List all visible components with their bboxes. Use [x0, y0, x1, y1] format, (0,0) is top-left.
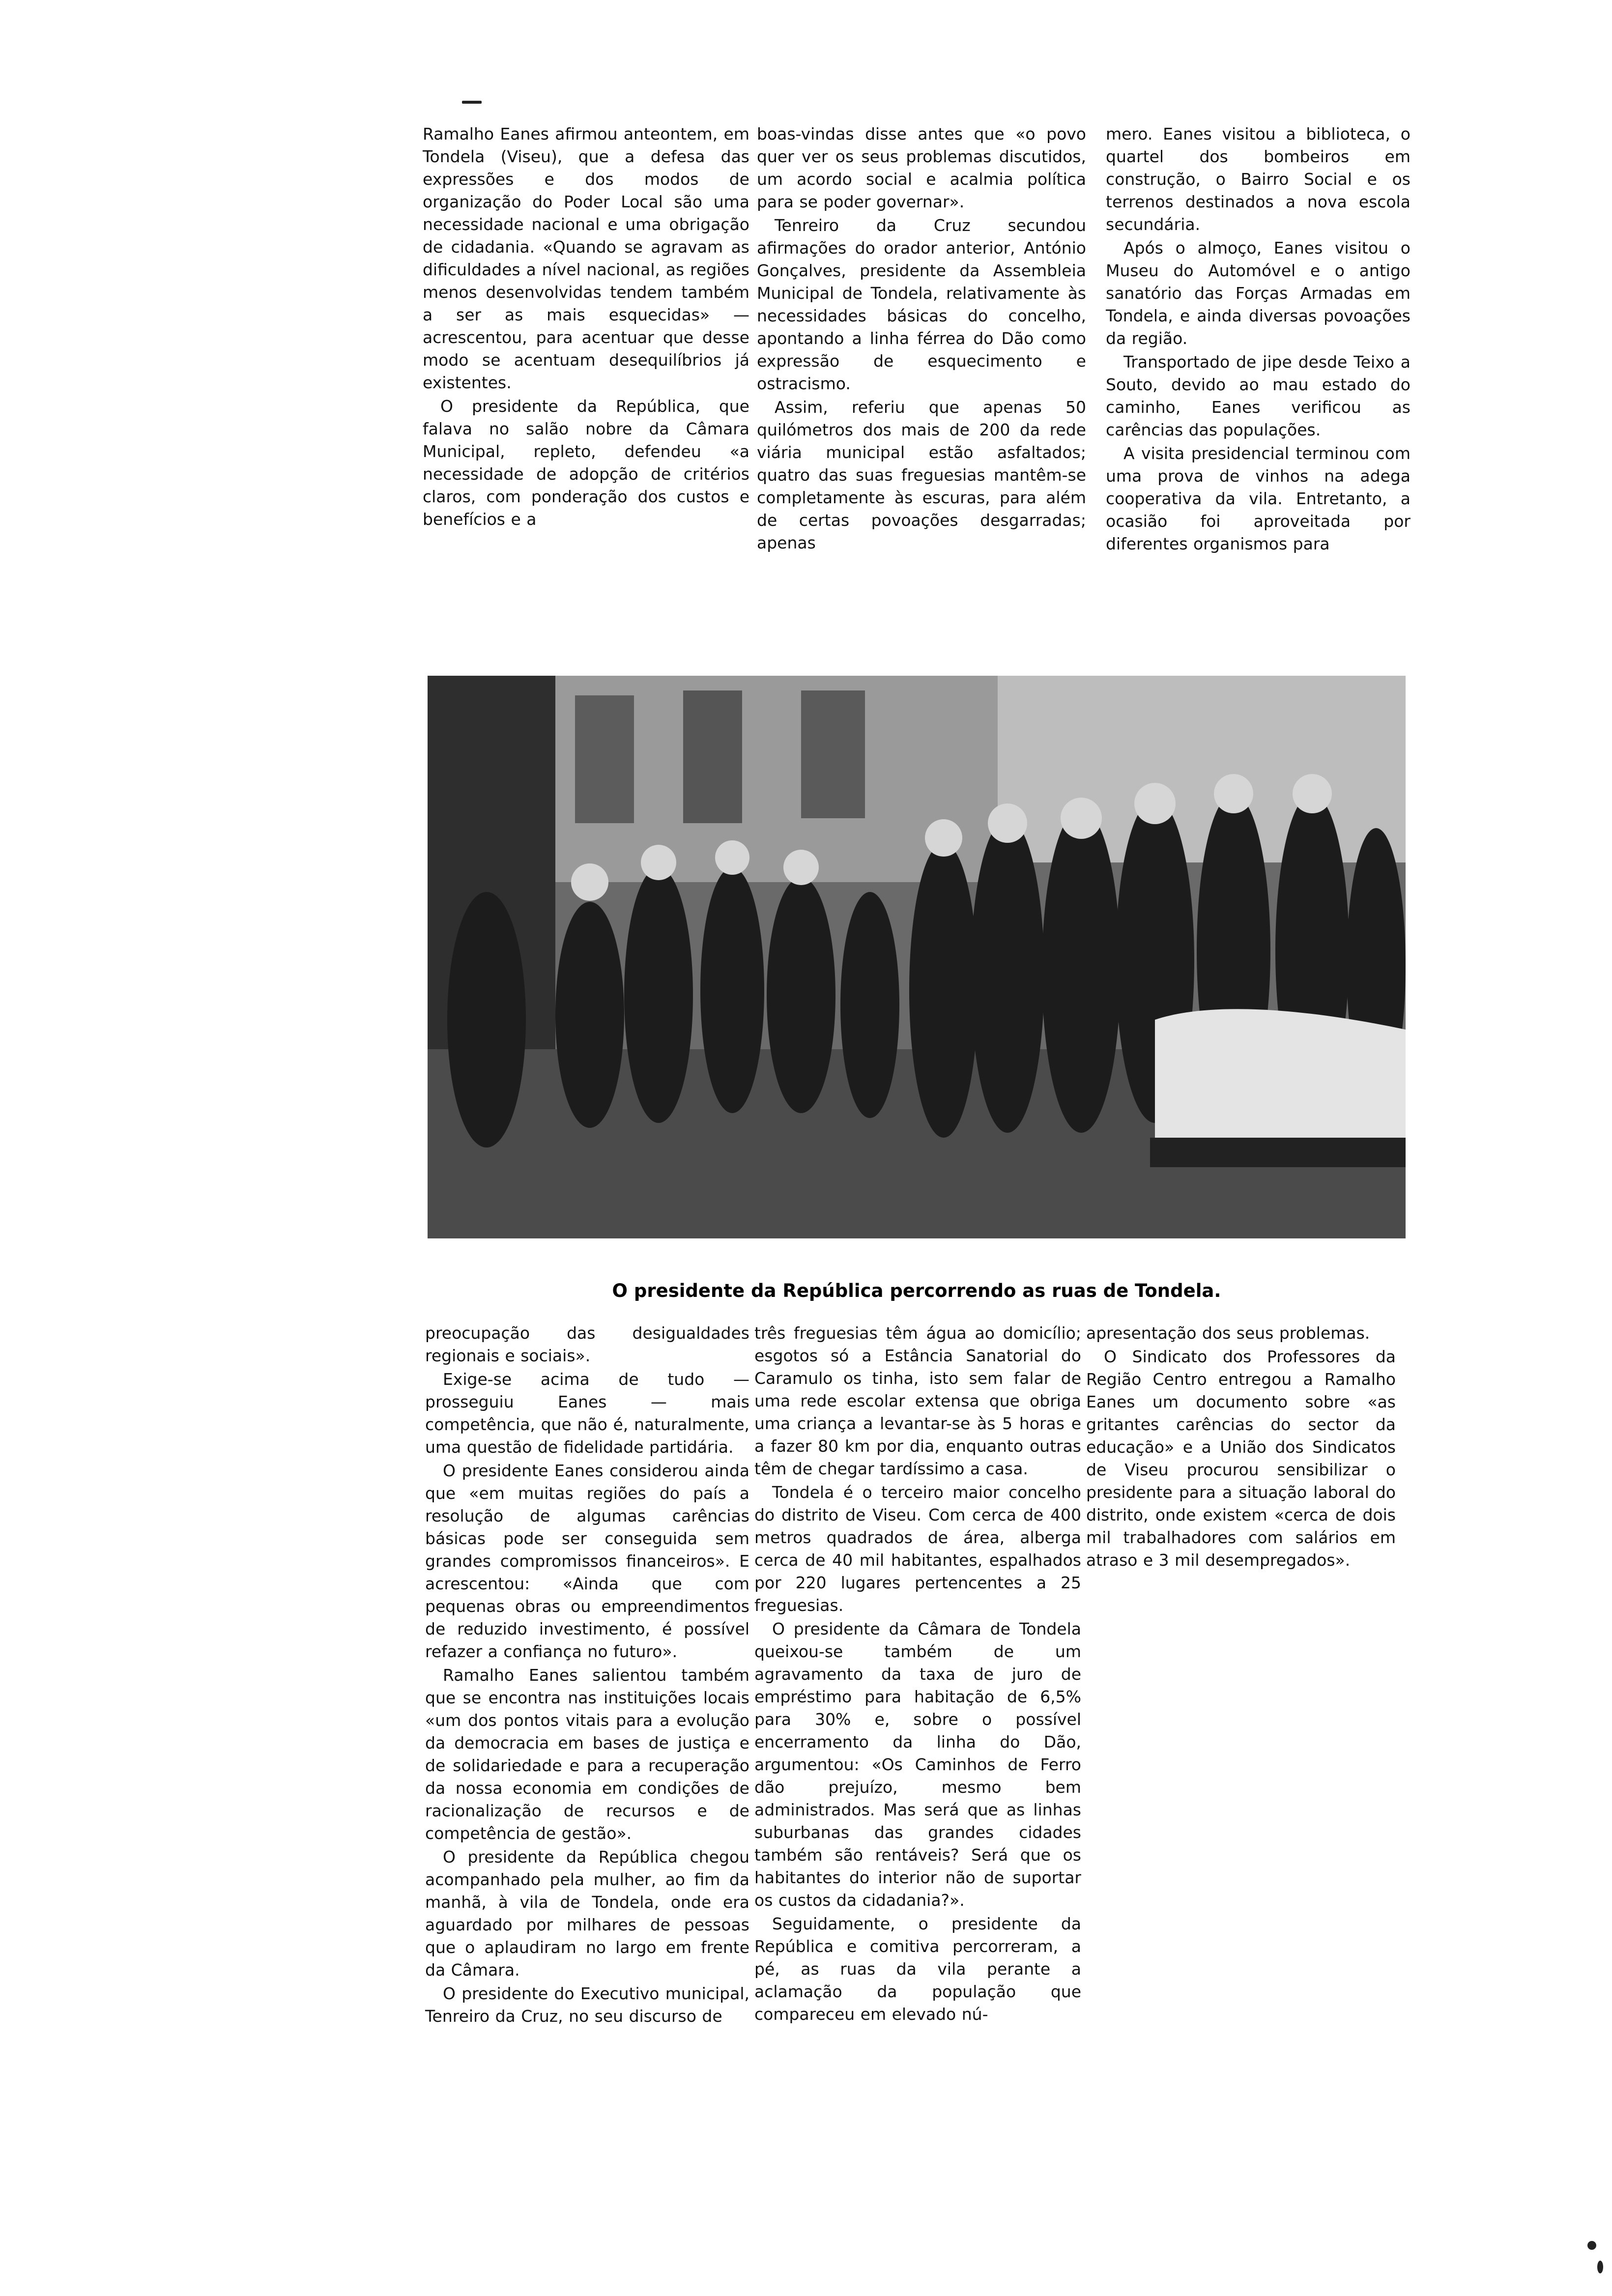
- paragraph: Assim, referiu que apenas 50 quilómetros dos mais de 200 da rede viária municipal estão asfaltados; quatro das suas freguesias mantêm-se completamente às escuras, para além de certas povoações desgarradas; apenas: [757, 398, 1086, 552]
- paragraph: Transportado de jipe desde Teixo a Souto, devido ao mau estado do caminho, Eanes verificou as carências das populações.: [1106, 352, 1410, 439]
- article-column-2: [757, 123, 1086, 555]
- paragraph: O presidente Eanes considerou ainda que «em muitas regiões do país a resolução de algumas carências básicas pode ser conseguida sem grandes compromissos financeiros». E acrescentou: «Ainda que com pequenas obras ou empreendimentos de reduzido investimento, é possível refazer a confiança no futuro».: [425, 1461, 749, 1661]
- article-column-4: [425, 1322, 749, 2029]
- article-column-3: [1106, 123, 1410, 556]
- paragraph: O presidente da Câmara de Tondela queixou-se também de um agravamento da taxa de juro de empréstimo para habitação de 6,5% para 30% e, sobre o possível encerramento da linha do Dão, argumentou: «Os Caminhos de Ferro dão prejuízo, mesmo bem administrados. Mas será que as linhas suburbanas das grandes cidades também são rentáveis? Será que os habitantes do interior não de suportar os custos da cidadania?».: [754, 1619, 1081, 1910]
- article-column-6: [1086, 1322, 1396, 1573]
- article-column-5: [754, 1322, 1081, 2027]
- article-column-1: [423, 123, 749, 532]
- photo-illustration: [428, 676, 1406, 1238]
- paragraph: A visita presidencial terminou com uma prova de vinhos na adega cooperativa da vila. Entretanto, a ocasião foi aproveitada por diferentes organismos para: [1106, 444, 1410, 553]
- scan-speck: [1597, 2261, 1603, 2273]
- paragraph: Ramalho Eanes salientou também que se encontra nas instituições locais «um dos pontos vitais para a evolução da democracia em bases de justiça e de solidariedade e para a recuperação da nossa economia em condições de racionalização de recursos e de competência de gestão».: [425, 1665, 749, 1843]
- paragraph: preocupação das desigualdades regionais e sociais».: [425, 1323, 749, 1365]
- paragraph: mero. Eanes visitou a biblioteca, o quartel dos bombeiros em construção, o Bairro Social e os terrenos destinados a nova escola secundária.: [1106, 124, 1410, 234]
- news-photo: [428, 676, 1406, 1238]
- photo-caption: O presidente da República percorrendo as ruas de Tondela.: [612, 1280, 1221, 1301]
- paragraph: Exige-se acima de tudo — prosseguiu Eanes — mais competência, que não é, naturalmente, uma questão de fidelidade partidária.: [425, 1370, 749, 1457]
- paragraph: três freguesias têm água ao domicílio; esgotos só a Estância Sanatorial do Caramulo os tinha, isto sem falar de uma rede escolar extensa que obriga uma criança a levantar-se às 5 horas e a fazer 80 km por dia, enquanto outras têm de chegar tardíssimo a casa.: [754, 1323, 1081, 1478]
- paragraph: O presidente da República, que falava no salão nobre da Câmara Municipal, repleto, defendeu «a necessidade de adopção de critérios claros, com ponderação dos custos e benefícios e a: [423, 397, 749, 529]
- scan-speck: [462, 101, 482, 104]
- paragraph: Ramalho Eanes afirmou anteontem, em Tondela (Viseu), que a defesa das expressões e dos modos de organização do Poder Local são uma necessidade nacional e uma obrigação de cidadania. «Quando se agravam as dificuldades a nível nacional, as regiões menos desenvolvidas tendem também a ser as mais esquecidas» — acrescentou, para acentuar que desse modo se acentuam desequilíbrios já existentes.: [423, 124, 749, 392]
- paragraph: boas-vindas disse antes que «o povo quer ver os seus problemas discutidos, um acordo social e acalmia política para se poder governar».: [757, 124, 1086, 211]
- paragraph: O presidente do Executivo municipal, Tenreiro da Cruz, no seu discurso de: [425, 1984, 749, 2026]
- paragraph: Seguidamente, o presidente da República e comitiva percorreram, a pé, as ruas da vila perante a aclamação da população que compareceu em elevado nú-: [754, 1914, 1081, 2024]
- paragraph: O Sindicato dos Professores da Região Centro entregou a Ramalho Eanes um documento sobre «as gritantes carências do sector da educação» e a União dos Sindicatos de Viseu procurou sensibilizar o presidente para a situação laboral do distrito, onde existem «cerca de dois mil trabalhadores com salários em atraso e 3 mil desempregados».: [1086, 1347, 1396, 1570]
- paragraph: apresentação dos seus problemas.: [1086, 1323, 1370, 1343]
- paragraph: Tondela é o terceiro maior concelho do distrito de Viseu. Com cerca de 400 metros quadrados de área, alberga cerca de 40 mil habitantes, espalhados por 220 lugares pertencentes a 25 freguesias.: [754, 1483, 1081, 1615]
- paragraph: Tenreiro da Cruz secundou afirmações do orador anterior, António Gonçalves, presidente da Assembleia Municipal de Tondela, relativamente às necessidades básicas do concelho, apontando a linha férrea do Dão como expressão de esquecimento e ostracismo.: [757, 216, 1086, 393]
- scan-speck: [1587, 2241, 1596, 2250]
- paragraph: Após o almoço, Eanes visitou o Museu do Automóvel e o antigo sanatório das Forças Armadas em Tondela, e ainda diversas povoações da região.: [1106, 238, 1410, 348]
- paragraph: O presidente da República chegou acompanhado pela mulher, ao fim da manhã, à vila de Tondela, onde era aguardado por milhares de pessoas que o aplaudiram no largo em frente da Câmara.: [425, 1847, 749, 1980]
